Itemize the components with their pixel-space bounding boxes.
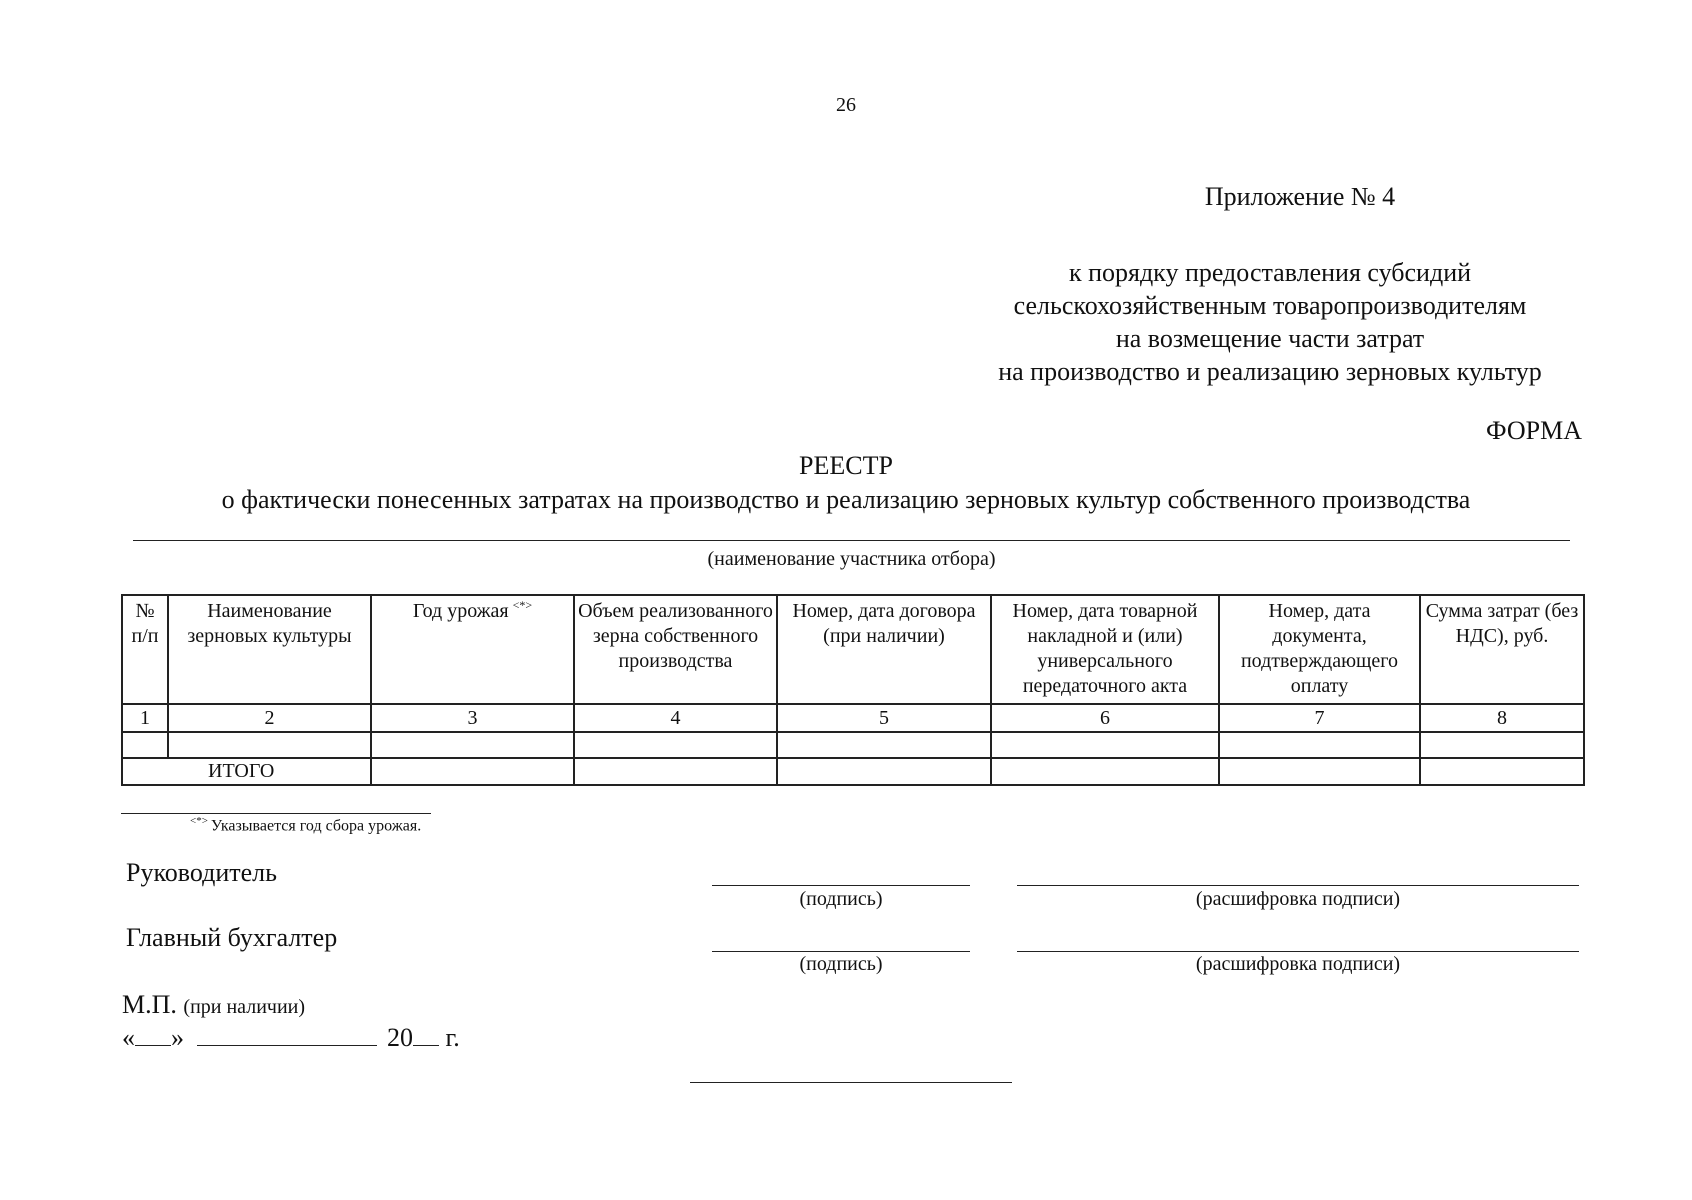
registry-title: РЕЕСТР — [799, 451, 893, 480]
signer-role-accountant: Главный бухгалтер — [126, 923, 338, 952]
appendix-line: на производство и реализацию зерновых культур — [998, 357, 1542, 386]
date-open-quote: « — [122, 1023, 135, 1052]
column-number: 7 — [1219, 704, 1420, 732]
registry-table — [121, 594, 1585, 786]
header-cell: Номер, дата документа, подтверждающего оплату — [1219, 595, 1420, 704]
table-cell[interactable] — [122, 732, 168, 758]
date-close-quote: » — [171, 1023, 184, 1052]
total-row — [122, 758, 1584, 785]
participant-caption: (наименование участника отбора) — [707, 548, 996, 570]
column-number: 2 — [168, 704, 371, 732]
table-cell[interactable] — [574, 758, 777, 785]
signature-line[interactable] — [712, 951, 970, 952]
year-prefix: 20 — [387, 1023, 413, 1052]
page-number: 26 — [836, 94, 856, 116]
table-cell[interactable] — [991, 732, 1219, 758]
table-cell[interactable] — [371, 758, 574, 785]
header-cell: Объем реализованного зерна собственного производства — [574, 595, 777, 704]
table-cell[interactable] — [1420, 758, 1584, 785]
table-cell[interactable] — [991, 758, 1219, 785]
column-number-row — [122, 704, 1584, 732]
total-label: ИТОГО — [122, 758, 371, 785]
appendix-line: на возмещение части затрат — [1115, 324, 1425, 353]
column-number: 6 — [991, 704, 1219, 732]
participant-name-line[interactable] — [133, 540, 1570, 541]
month-blank[interactable] — [197, 1021, 377, 1046]
stamp-note: (при наличии) — [183, 996, 306, 1018]
stamp-place — [122, 990, 305, 1020]
header-cell: Наименование зерновых культуры — [168, 595, 371, 704]
header-cell: Номер, дата договора (при наличии) — [777, 595, 991, 704]
column-number: 1 — [122, 704, 168, 732]
footnote-mark: <*> — [190, 815, 208, 827]
signature-decoding-caption: (расшифровка подписи) — [1195, 888, 1401, 910]
signature-decoding-line[interactable] — [1017, 951, 1579, 952]
footnote-text: Указывается год сбора урожая. — [210, 817, 422, 835]
appendix-line: к порядку предоставления субсидий — [1068, 258, 1472, 287]
table-row — [122, 732, 1584, 758]
table-cell[interactable] — [1420, 732, 1584, 758]
table-cell[interactable] — [777, 758, 991, 785]
table-cell[interactable] — [1219, 758, 1420, 785]
table-cell[interactable] — [371, 732, 574, 758]
footnote-mark: <*> — [512, 598, 533, 612]
signature-caption: (подпись) — [799, 953, 883, 975]
appendix-title: Приложение № 4 — [1204, 182, 1396, 211]
signature-decoding-caption: (расшифровка подписи) — [1195, 953, 1401, 975]
form-label: ФОРМА — [1486, 416, 1582, 445]
signature-decoding-line[interactable] — [1017, 885, 1579, 886]
header-cell: Сумма затрат (без НДС), руб. — [1420, 595, 1584, 704]
registry-subtitle: о фактически понесенных затратах на производство и реализацию зерновых культур собственного производства — [221, 485, 1471, 514]
column-number: 4 — [574, 704, 777, 732]
column-number: 8 — [1420, 704, 1584, 732]
bottom-signature-line[interactable] — [690, 1082, 1012, 1083]
table-cell[interactable] — [777, 732, 991, 758]
year-blank[interactable] — [413, 1021, 439, 1046]
day-blank[interactable] — [135, 1021, 171, 1046]
date-field — [122, 1021, 460, 1053]
signature-caption: (подпись) — [799, 888, 883, 910]
table-cell[interactable] — [168, 732, 371, 758]
table-header-row — [122, 595, 1584, 704]
appendix-description — [930, 256, 1610, 388]
table-cell[interactable] — [574, 732, 777, 758]
column-number: 5 — [777, 704, 991, 732]
stamp-label: М.П. — [122, 990, 177, 1019]
year-suffix: г. — [445, 1023, 460, 1052]
signer-role-head: Руководитель — [126, 858, 277, 887]
header-cell: № п/п — [122, 595, 168, 704]
footnote — [190, 815, 421, 835]
signature-line[interactable] — [712, 885, 970, 886]
table-cell[interactable] — [1219, 732, 1420, 758]
footnote-divider — [121, 813, 431, 814]
appendix-line: сельскохозяйственным товаропроизводителям — [1013, 291, 1527, 320]
header-cell: Номер, дата товарной накладной и (или) универсального передаточного акта — [991, 595, 1219, 704]
header-cell: Год урожая <*> — [371, 595, 574, 704]
column-number: 3 — [371, 704, 574, 732]
